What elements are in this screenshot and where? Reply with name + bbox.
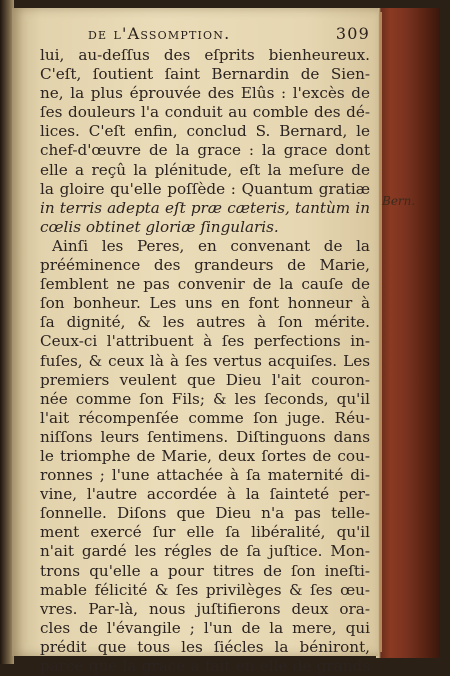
- text-line: ſemblent ne pas convenir de la cauſe de: [40, 275, 370, 294]
- text-line: C'eſt, ſoutient ſaint Bernardin de Sien-: [40, 65, 370, 84]
- text-line: vres. Par-là, nous juſtifierons deux ora-: [40, 599, 370, 618]
- text-line: ſon bonheur. Les uns en font honneur à: [40, 294, 370, 313]
- text-line: lui, au-deſſus des eſprits bienheureux.: [40, 46, 370, 64]
- text-line: elle a reçû la plénitude, eſt la meſure de: [40, 160, 370, 179]
- text-line: l'ait récompenſée comme ſon juge. Réu-: [40, 408, 370, 427]
- text-line: prédit que tous les ſiécles la béniront,: [40, 637, 370, 656]
- text-line: ſa dignité, & les autres à ſon mérite.: [40, 313, 370, 332]
- running-header: [88, 24, 370, 46]
- text-line: vine, l'autre accordée à la ſainteté per-: [40, 485, 370, 504]
- text-line: cœlis obtinet gloriæ ſingularis.: [40, 217, 279, 236]
- text-line: ne, la plus éprouvée des Elûs : l'excès de: [40, 84, 370, 103]
- text-line: chef-d'œuvre de la grace : la grace dont: [40, 141, 370, 160]
- text-line: ronnes ; l'une attachée à ſa maternité di-: [40, 466, 370, 485]
- book-cover-edge: [376, 8, 440, 658]
- text-line: parce que la grace a fait en elle de grands: [40, 657, 370, 675]
- text-line: fuſes, & ceux là à ſes vertus acquiſes. Les: [40, 351, 370, 370]
- text-line: ſes douleurs l'a conduit au comble des dé-: [40, 103, 370, 122]
- page-block-edge: [380, 12, 382, 652]
- text-line: niſſons leurs ſentimens. Diſtinguons dans: [40, 427, 370, 446]
- text-line: cles de l'évangile ; l'un de la mere, qui: [40, 618, 370, 637]
- text-line: Ceux-ci l'attribuent à ſes perfections in-: [40, 332, 370, 351]
- text-line: trons qu'elle a pour titres de ſon ineſti-: [40, 561, 370, 580]
- text-line: in terris adepta eſt præ cæteris, tantùm in: [40, 198, 370, 217]
- margin-note: Bern.: [382, 194, 416, 208]
- text-line: premiers veulent que Dieu l'ait couron-: [40, 370, 370, 389]
- page-number: 309: [335, 24, 370, 43]
- text-line: la gloire qu'elle poſſède : Quantum gratiæ: [40, 179, 370, 198]
- text-line: née comme ſon Fils; & les ſeconds, qu'il: [40, 389, 370, 408]
- text-line: le triomphe de Marie, deux ſortes de cou-: [40, 446, 370, 465]
- body-text: [40, 46, 370, 676]
- text-line: ment exercé ſur elle ſa libéralité, qu'il: [40, 523, 370, 542]
- running-title: de l'Assomption.: [88, 24, 231, 43]
- text-line: ſonnelle. Diſons que Dieu n'a pas telle-: [40, 504, 370, 523]
- text-line: mable félicité & ſes privilèges & ſes œu-: [40, 580, 370, 599]
- text-line: lices. C'eſt enfin, conclud S. Bernard, le: [40, 122, 370, 141]
- text-line: n'ait gardé les régles de ſa juſtice. Mon-: [40, 542, 370, 561]
- text-line: prééminence des grandeurs de Marie,: [40, 256, 370, 275]
- text-line: Ainſi les Peres, en convenant de la: [52, 236, 370, 255]
